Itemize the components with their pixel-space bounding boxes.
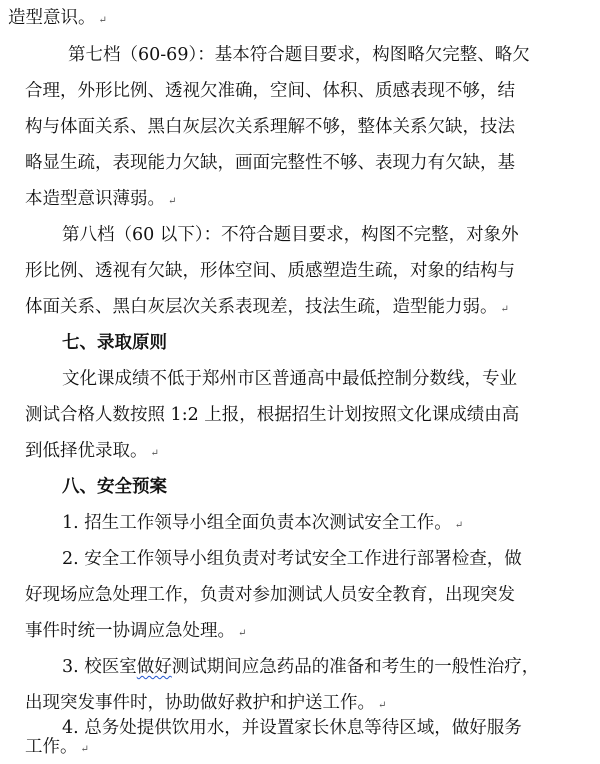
text-line: 出现突发事件时，协助做好救护和护送工作。 ↵ (25, 693, 387, 713)
text-line: 第八档（60 以下）：不符合题目要求，构图不完整，对象外 (62, 225, 519, 245)
text-line: 合理，外形比例、透视欠准确，空间、体积、质感表现不够，结 (25, 81, 515, 101)
paragraph-mark: ↵ (454, 520, 464, 531)
section-heading: 八、安全预案 (62, 477, 167, 497)
text-line: 造型意识。 ↵ (8, 8, 107, 28)
text-line: 形比例、透视有欠缺，形体空间、质感塑造生疏，对象的结构与 (25, 261, 515, 281)
text-line: 第七档（60-69）：基本符合题目要求，构图略欠完整、略欠 (68, 45, 530, 65)
paragraph-mark: ↵ (378, 700, 387, 711)
text-line: 3. 校医室做好测试期间应急药品的准备和考生的一般性治疗， (62, 657, 540, 677)
paragraph-mark: ↵ (98, 15, 107, 26)
text-line: 本造型意识薄弱。 ↵ (25, 189, 177, 209)
paragraph-mark: ↵ (500, 304, 509, 315)
text-line: 到低择优录取。 ↵ (25, 441, 159, 461)
text-line: 测试合格人数按照 1:2 上报，根据招生计划按照文化课成绩由高 (25, 405, 520, 425)
text-line: 2. 安全工作领导小组负责对考试安全工作进行部署检查，做 (62, 549, 522, 569)
text-line: 1. 招生工作领导小组全面负责本次测试安全工作。 ↵ (62, 513, 464, 533)
paragraph-mark: ↵ (238, 628, 247, 639)
text-line: 略显生疏，表现能力欠缺，画面完整性不够、表现力有欠缺，基 (25, 153, 515, 173)
section-heading: 七、录取原则 (62, 333, 167, 353)
paragraph-mark: ↵ (80, 744, 89, 755)
text-line: 好现场应急处理工作，负责对参加测试人员安全教育，出现突发 (25, 585, 515, 605)
text-line: 4. 总务处提供饮用水，并设置家长休息等待区域，做好服务 (62, 718, 522, 738)
text-line: 构与体面关系、黑白灰层次关系理解不够，整体关系欠缺，技法 (25, 117, 515, 137)
text-line: 体面关系、黑白灰层次关系表现差，技法生疏，造型能力弱。 ↵ (25, 297, 509, 317)
spellcheck-underlined-text: 做好 (136, 657, 172, 677)
text-line: 文化课成绩不低于郑州市区普通高中最低控制分数线，专业 (62, 369, 517, 389)
text-line: 工作。 ↵ (25, 737, 89, 757)
text-line: 事件时统一协调应急处理。 ↵ (25, 621, 247, 641)
paragraph-mark: ↵ (168, 196, 177, 207)
paragraph-mark: ↵ (150, 448, 159, 459)
